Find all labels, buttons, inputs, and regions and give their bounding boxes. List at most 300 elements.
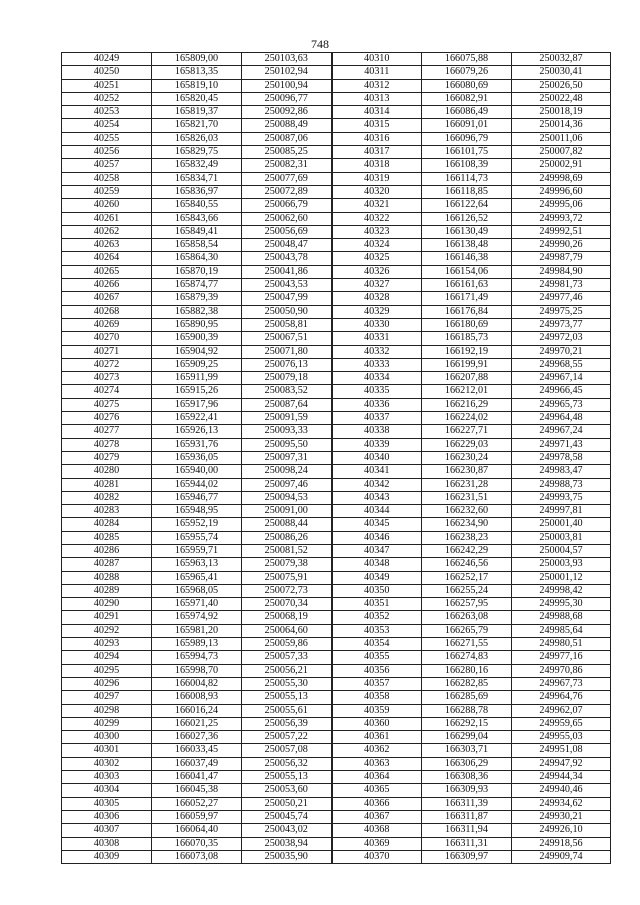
y-coordinate-cell: 249997,81: [512, 505, 611, 518]
y-coordinate-cell: 249959,65: [512, 717, 611, 730]
point-id-cell: 40259: [62, 185, 152, 198]
x-coordinate-cell: 166230,87: [422, 465, 512, 478]
y-coordinate-cell: 249934,62: [512, 797, 611, 810]
point-id-cell: 40253: [62, 106, 152, 119]
table-row: [62, 465, 611, 478]
x-coordinate-cell: 166246,56: [422, 558, 512, 571]
y-coordinate-cell: 250056,21: [242, 664, 332, 677]
point-id-cell: 40305: [62, 797, 152, 810]
point-id-cell: 40340: [332, 451, 422, 464]
y-coordinate-cell: 250043,02: [242, 824, 332, 837]
x-coordinate-cell: 166138,48: [422, 239, 512, 252]
y-coordinate-cell: 250070,34: [242, 598, 332, 611]
table-row: [62, 385, 611, 398]
x-coordinate-cell: 165821,70: [152, 119, 242, 132]
point-id-cell: 40256: [62, 146, 152, 159]
point-id-cell: 40306: [62, 810, 152, 823]
x-coordinate-cell: 166146,38: [422, 252, 512, 265]
point-id-cell: 40304: [62, 784, 152, 797]
x-coordinate-cell: 166082,91: [422, 92, 512, 105]
x-coordinate-cell: 165874,77: [152, 279, 242, 292]
x-coordinate-cell: 166299,04: [422, 731, 512, 744]
point-id-cell: 40252: [62, 92, 152, 105]
point-id-cell: 40286: [62, 544, 152, 557]
point-id-cell: 40269: [62, 318, 152, 331]
y-coordinate-cell: 249978,58: [512, 451, 611, 464]
x-coordinate-cell: 165952,19: [152, 518, 242, 531]
point-id-cell: 40303: [62, 771, 152, 784]
point-id-cell: 40278: [62, 438, 152, 451]
point-id-cell: 40266: [62, 279, 152, 292]
point-id-cell: 40364: [332, 771, 422, 784]
point-id-cell: 40316: [332, 132, 422, 145]
x-coordinate-cell: 166070,35: [152, 837, 242, 850]
y-coordinate-cell: 249968,55: [512, 358, 611, 371]
y-coordinate-cell: 250055,13: [242, 771, 332, 784]
point-id-cell: 40342: [332, 478, 422, 491]
point-id-cell: 40285: [62, 531, 152, 544]
y-coordinate-cell: 250093,33: [242, 425, 332, 438]
point-id-cell: 40358: [332, 691, 422, 704]
y-coordinate-cell: 250032,87: [512, 53, 611, 66]
y-coordinate-cell: 250067,51: [242, 332, 332, 345]
table-row: [62, 704, 611, 717]
x-coordinate-cell: 166130,49: [422, 225, 512, 238]
table-row: [62, 119, 611, 132]
point-id-cell: 40354: [332, 638, 422, 651]
x-coordinate-cell: 166252,17: [422, 571, 512, 584]
y-coordinate-cell: 250056,39: [242, 717, 332, 730]
point-id-cell: 40317: [332, 146, 422, 159]
point-id-cell: 40328: [332, 292, 422, 305]
y-coordinate-cell: 250004,57: [512, 544, 611, 557]
table-row: [62, 731, 611, 744]
table-row: [62, 132, 611, 145]
x-coordinate-cell: 166004,82: [152, 677, 242, 690]
y-coordinate-cell: 250088,44: [242, 518, 332, 531]
table-row: [62, 451, 611, 464]
x-coordinate-cell: 166229,03: [422, 438, 512, 451]
y-coordinate-cell: 249955,03: [512, 731, 611, 744]
x-coordinate-cell: 165843,66: [152, 212, 242, 225]
y-coordinate-cell: 250086,26: [242, 531, 332, 544]
table-row: [62, 850, 611, 863]
x-coordinate-cell: 166234,90: [422, 518, 512, 531]
point-id-cell: 40277: [62, 425, 152, 438]
y-coordinate-cell: 250002,91: [512, 159, 611, 172]
y-coordinate-cell: 250068,19: [242, 611, 332, 624]
table-row: [62, 66, 611, 79]
y-coordinate-cell: 250100,94: [242, 79, 332, 92]
y-coordinate-cell: 249985,64: [512, 624, 611, 637]
y-coordinate-cell: 250056,32: [242, 757, 332, 770]
point-id-cell: 40297: [62, 691, 152, 704]
x-coordinate-cell: 165809,00: [152, 53, 242, 66]
point-id-cell: 40275: [62, 398, 152, 411]
point-id-cell: 40332: [332, 345, 422, 358]
y-coordinate-cell: 250097,31: [242, 451, 332, 464]
x-coordinate-cell: 166052,27: [152, 797, 242, 810]
x-coordinate-cell: 166280,16: [422, 664, 512, 677]
x-coordinate-cell: 165882,38: [152, 305, 242, 318]
y-coordinate-cell: 249987,79: [512, 252, 611, 265]
table-row: [62, 438, 611, 451]
point-id-cell: 40276: [62, 412, 152, 425]
point-id-cell: 40299: [62, 717, 152, 730]
x-coordinate-cell: 165840,55: [152, 199, 242, 212]
x-coordinate-cell: 166311,94: [422, 824, 512, 837]
point-id-cell: 40331: [332, 332, 422, 345]
y-coordinate-cell: 250011,06: [512, 132, 611, 145]
y-coordinate-cell: 250055,61: [242, 704, 332, 717]
point-id-cell: 40295: [62, 664, 152, 677]
point-id-cell: 40271: [62, 345, 152, 358]
table-row: [62, 691, 611, 704]
point-id-cell: 40327: [332, 279, 422, 292]
table-row: [62, 478, 611, 491]
point-id-cell: 40280: [62, 465, 152, 478]
table-row: [62, 212, 611, 225]
table-row: [62, 252, 611, 265]
point-id-cell: 40329: [332, 305, 422, 318]
point-id-cell: 40369: [332, 837, 422, 850]
x-coordinate-cell: 166118,85: [422, 185, 512, 198]
x-coordinate-cell: 166306,29: [422, 757, 512, 770]
x-coordinate-cell: 166192,19: [422, 345, 512, 358]
x-coordinate-cell: 166292,15: [422, 717, 512, 730]
x-coordinate-cell: 166232,60: [422, 505, 512, 518]
point-id-cell: 40362: [332, 744, 422, 757]
point-id-cell: 40298: [62, 704, 152, 717]
x-coordinate-cell: 166255,24: [422, 584, 512, 597]
point-id-cell: 40344: [332, 505, 422, 518]
x-coordinate-cell: 165832,49: [152, 159, 242, 172]
point-id-cell: 40268: [62, 305, 152, 318]
x-coordinate-cell: 166212,01: [422, 385, 512, 398]
point-id-cell: 40296: [62, 677, 152, 690]
point-id-cell: 40343: [332, 491, 422, 504]
table-row: [62, 651, 611, 664]
point-id-cell: 40314: [332, 106, 422, 119]
y-coordinate-cell: 250102,94: [242, 66, 332, 79]
y-coordinate-cell: 250018,19: [512, 106, 611, 119]
y-coordinate-cell: 250055,30: [242, 677, 332, 690]
point-id-cell: 40319: [332, 172, 422, 185]
point-id-cell: 40352: [332, 611, 422, 624]
point-id-cell: 40310: [332, 53, 422, 66]
y-coordinate-cell: 250001,40: [512, 518, 611, 531]
y-coordinate-cell: 249947,92: [512, 757, 611, 770]
point-id-cell: 40274: [62, 385, 152, 398]
x-coordinate-cell: 166242,29: [422, 544, 512, 557]
point-id-cell: 40336: [332, 398, 422, 411]
y-coordinate-cell: 249964,48: [512, 412, 611, 425]
x-coordinate-cell: 166224,02: [422, 412, 512, 425]
x-coordinate-cell: 165864,30: [152, 252, 242, 265]
x-coordinate-cell: 166176,84: [422, 305, 512, 318]
table-row: [62, 518, 611, 531]
y-coordinate-cell: 249966,45: [512, 385, 611, 398]
point-id-cell: 40351: [332, 598, 422, 611]
x-coordinate-cell: 165998,70: [152, 664, 242, 677]
table-row: [62, 810, 611, 823]
y-coordinate-cell: 250014,36: [512, 119, 611, 132]
table-row: [62, 784, 611, 797]
y-coordinate-cell: 250081,52: [242, 544, 332, 557]
y-coordinate-cell: 250030,41: [512, 66, 611, 79]
y-coordinate-cell: 249984,90: [512, 265, 611, 278]
point-id-cell: 40294: [62, 651, 152, 664]
point-id-cell: 40289: [62, 584, 152, 597]
x-coordinate-cell: 165858,54: [152, 239, 242, 252]
y-coordinate-cell: 250091,00: [242, 505, 332, 518]
y-coordinate-cell: 250092,86: [242, 106, 332, 119]
y-coordinate-cell: 249996,60: [512, 185, 611, 198]
y-coordinate-cell: 249965,73: [512, 398, 611, 411]
x-coordinate-cell: 166227,71: [422, 425, 512, 438]
x-coordinate-cell: 165968,05: [152, 584, 242, 597]
x-coordinate-cell: 165834,71: [152, 172, 242, 185]
x-coordinate-cell: 165959,71: [152, 544, 242, 557]
table-row: [62, 797, 611, 810]
y-coordinate-cell: 250079,18: [242, 372, 332, 385]
x-coordinate-cell: 166101,75: [422, 146, 512, 159]
x-coordinate-cell: 166309,97: [422, 850, 512, 863]
x-coordinate-cell: 165900,39: [152, 332, 242, 345]
table-row: [62, 757, 611, 770]
x-coordinate-cell: 165849,41: [152, 225, 242, 238]
table-row: [62, 345, 611, 358]
point-id-cell: 40290: [62, 598, 152, 611]
table-row: [62, 332, 611, 345]
x-coordinate-cell: 165926,13: [152, 425, 242, 438]
x-coordinate-cell: 165948,95: [152, 505, 242, 518]
x-coordinate-cell: 165915,26: [152, 385, 242, 398]
table-row: [62, 505, 611, 518]
table-row: [62, 318, 611, 331]
y-coordinate-cell: 250066,79: [242, 199, 332, 212]
x-coordinate-cell: 166108,39: [422, 159, 512, 172]
point-id-cell: 40347: [332, 544, 422, 557]
x-coordinate-cell: 166079,26: [422, 66, 512, 79]
point-id-cell: 40313: [332, 92, 422, 105]
y-coordinate-cell: 250058,81: [242, 318, 332, 331]
y-coordinate-cell: 250057,08: [242, 744, 332, 757]
y-coordinate-cell: 249983,47: [512, 465, 611, 478]
y-coordinate-cell: 250077,69: [242, 172, 332, 185]
x-coordinate-cell: 166271,55: [422, 638, 512, 651]
table-row: [62, 571, 611, 584]
table-row: [62, 79, 611, 92]
x-coordinate-cell: 166126,52: [422, 212, 512, 225]
x-coordinate-cell: 165963,13: [152, 558, 242, 571]
x-coordinate-cell: 166230,24: [422, 451, 512, 464]
x-coordinate-cell: 165931,76: [152, 438, 242, 451]
x-coordinate-cell: 165965,41: [152, 571, 242, 584]
point-id-cell: 40356: [332, 664, 422, 677]
x-coordinate-cell: 166199,91: [422, 358, 512, 371]
y-coordinate-cell: 249998,42: [512, 584, 611, 597]
y-coordinate-cell: 250088,49: [242, 119, 332, 132]
y-coordinate-cell: 249970,21: [512, 345, 611, 358]
point-id-cell: 40322: [332, 212, 422, 225]
y-coordinate-cell: 250097,46: [242, 478, 332, 491]
y-coordinate-cell: 249962,07: [512, 704, 611, 717]
y-coordinate-cell: 250038,94: [242, 837, 332, 850]
point-id-cell: 40361: [332, 731, 422, 744]
table-row: [62, 159, 611, 172]
x-coordinate-cell: 165879,39: [152, 292, 242, 305]
point-id-cell: 40264: [62, 252, 152, 265]
x-coordinate-cell: 165917,96: [152, 398, 242, 411]
table-row: [62, 425, 611, 438]
x-coordinate-cell: 166311,87: [422, 810, 512, 823]
y-coordinate-cell: 250043,78: [242, 252, 332, 265]
y-coordinate-cell: 249951,08: [512, 744, 611, 757]
x-coordinate-cell: 166207,88: [422, 372, 512, 385]
x-coordinate-cell: 166021,25: [152, 717, 242, 730]
x-coordinate-cell: 165909,25: [152, 358, 242, 371]
y-coordinate-cell: 250083,52: [242, 385, 332, 398]
point-id-cell: 40325: [332, 252, 422, 265]
point-id-cell: 40270: [62, 332, 152, 345]
y-coordinate-cell: 250096,77: [242, 92, 332, 105]
x-coordinate-cell: 165870,19: [152, 265, 242, 278]
point-id-cell: 40363: [332, 757, 422, 770]
table-row: [62, 638, 611, 651]
x-coordinate-cell: 166309,93: [422, 784, 512, 797]
x-coordinate-cell: 166238,23: [422, 531, 512, 544]
table-row: [62, 92, 611, 105]
x-coordinate-cell: 165940,00: [152, 465, 242, 478]
y-coordinate-cell: 250050,90: [242, 305, 332, 318]
point-id-cell: 40334: [332, 372, 422, 385]
point-id-cell: 40360: [332, 717, 422, 730]
y-coordinate-cell: 250022,48: [512, 92, 611, 105]
point-id-cell: 40366: [332, 797, 422, 810]
x-coordinate-cell: 165820,45: [152, 92, 242, 105]
table-row: [62, 544, 611, 557]
y-coordinate-cell: 250035,90: [242, 850, 332, 863]
point-id-cell: 40333: [332, 358, 422, 371]
x-coordinate-cell: 166265,79: [422, 624, 512, 637]
y-coordinate-cell: 250062,60: [242, 212, 332, 225]
table-row: [62, 491, 611, 504]
x-coordinate-cell: 165981,20: [152, 624, 242, 637]
x-coordinate-cell: 166041,47: [152, 771, 242, 784]
table-row: [62, 837, 611, 850]
point-id-cell: 40292: [62, 624, 152, 637]
point-id-cell: 40258: [62, 172, 152, 185]
point-id-cell: 40315: [332, 119, 422, 132]
y-coordinate-cell: 250098,24: [242, 465, 332, 478]
table-row: [62, 598, 611, 611]
x-coordinate-cell: 166303,71: [422, 744, 512, 757]
y-coordinate-cell: 250072,89: [242, 185, 332, 198]
y-coordinate-cell: 250041,86: [242, 265, 332, 278]
y-coordinate-cell: 250064,60: [242, 624, 332, 637]
y-coordinate-cell: 250026,50: [512, 79, 611, 92]
y-coordinate-cell: 250087,64: [242, 398, 332, 411]
point-id-cell: 40272: [62, 358, 152, 371]
y-coordinate-cell: 250076,13: [242, 358, 332, 371]
y-coordinate-cell: 249977,16: [512, 651, 611, 664]
x-coordinate-cell: 165971,40: [152, 598, 242, 611]
x-coordinate-cell: 165946,77: [152, 491, 242, 504]
x-coordinate-cell: 165936,05: [152, 451, 242, 464]
point-id-cell: 40330: [332, 318, 422, 331]
y-coordinate-cell: 250079,38: [242, 558, 332, 571]
x-coordinate-cell: 166033,45: [152, 744, 242, 757]
y-coordinate-cell: 250047,99: [242, 292, 332, 305]
table-row: [62, 305, 611, 318]
x-coordinate-cell: 166091,01: [422, 119, 512, 132]
point-id-cell: 40324: [332, 239, 422, 252]
y-coordinate-cell: 250057,33: [242, 651, 332, 664]
page-number: 748: [311, 37, 329, 51]
y-coordinate-cell: 250071,80: [242, 345, 332, 358]
table-row: [62, 717, 611, 730]
x-coordinate-cell: 166185,73: [422, 332, 512, 345]
table-row: [62, 664, 611, 677]
point-id-cell: 40307: [62, 824, 152, 837]
point-id-cell: 40368: [332, 824, 422, 837]
x-coordinate-cell: 165836,97: [152, 185, 242, 198]
x-coordinate-cell: 166216,29: [422, 398, 512, 411]
x-coordinate-cell: 165922,41: [152, 412, 242, 425]
point-id-cell: 40282: [62, 491, 152, 504]
y-coordinate-cell: 249995,30: [512, 598, 611, 611]
x-coordinate-cell: 166171,49: [422, 292, 512, 305]
table-row: [62, 824, 611, 837]
y-coordinate-cell: 249971,43: [512, 438, 611, 451]
point-id-cell: 40301: [62, 744, 152, 757]
x-coordinate-cell: 165813,35: [152, 66, 242, 79]
point-id-cell: 40249: [62, 53, 152, 66]
y-coordinate-cell: 250003,81: [512, 531, 611, 544]
y-coordinate-cell: 249967,73: [512, 677, 611, 690]
table-row: [62, 172, 611, 185]
x-coordinate-cell: 165904,92: [152, 345, 242, 358]
x-coordinate-cell: 165890,95: [152, 318, 242, 331]
y-coordinate-cell: 249940,46: [512, 784, 611, 797]
point-id-cell: 40320: [332, 185, 422, 198]
y-coordinate-cell: 249977,46: [512, 292, 611, 305]
y-coordinate-cell: 249998,69: [512, 172, 611, 185]
y-coordinate-cell: 249995,06: [512, 199, 611, 212]
y-coordinate-cell: 250053,60: [242, 784, 332, 797]
table-row: [62, 611, 611, 624]
x-coordinate-cell: 165994,73: [152, 651, 242, 664]
x-coordinate-cell: 166064,40: [152, 824, 242, 837]
x-coordinate-cell: 165989,13: [152, 638, 242, 651]
y-coordinate-cell: 249973,77: [512, 318, 611, 331]
table-row: [62, 225, 611, 238]
y-coordinate-cell: 249930,21: [512, 810, 611, 823]
x-coordinate-cell: 166073,08: [152, 850, 242, 863]
point-id-cell: 40346: [332, 531, 422, 544]
y-coordinate-cell: 249909,74: [512, 850, 611, 863]
y-coordinate-cell: 250050,21: [242, 797, 332, 810]
point-id-cell: 40250: [62, 66, 152, 79]
x-coordinate-cell: 166114,73: [422, 172, 512, 185]
point-id-cell: 40288: [62, 571, 152, 584]
y-coordinate-cell: 249981,73: [512, 279, 611, 292]
y-coordinate-cell: 250091,59: [242, 412, 332, 425]
table-row: [62, 292, 611, 305]
point-id-cell: 40287: [62, 558, 152, 571]
table-row: [62, 584, 611, 597]
